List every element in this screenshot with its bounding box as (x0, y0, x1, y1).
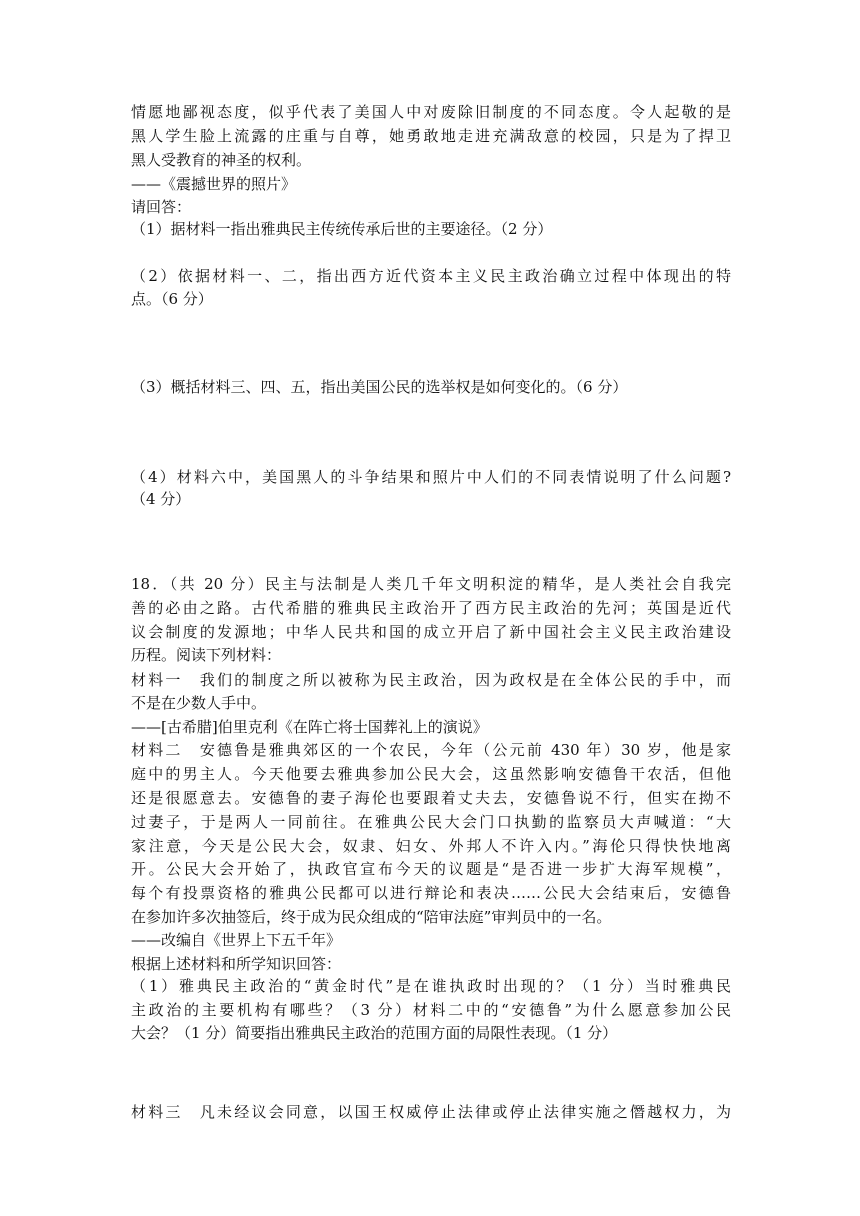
text-line: 请回答： (131, 198, 192, 216)
text-line: 不是在少数人手中。 (131, 694, 267, 712)
text-line: 家注意，今天是公民大会，奴隶、妇女、外邦人不许入内。”海伦只得快快地离 (131, 837, 731, 855)
text-line: ——改编自《世界上下五千年》 (131, 931, 342, 949)
text-line: （2）依据材料一、二，指出西方近代资本主义民主政治确立过程中体现出的特 (131, 267, 731, 285)
text-line: 善的必由之路。古代希腊的雅典民主政治开了西方民主政治的先河；英国是近代 (131, 599, 731, 617)
text-line: 18．（共 20 分）民主与法制是人类几千年文明积淀的精华，是人类社会自我完 (131, 575, 731, 593)
text-line: 点。（6 分） (131, 290, 213, 308)
text-line: 庭中的男主人。今天他要去雅典参加公民大会，这虽然影响安德鲁干农活，但他 (131, 765, 731, 783)
text-line: （4 分） (131, 490, 191, 508)
text-line: ——《震撼世界的照片》 (131, 175, 297, 193)
text-line: 黑人受教育的神圣的权利。 (131, 151, 312, 169)
text-line: 情愿地鄙视态度，似乎代表了美国人中对废除旧制度的不同态度。令人起敬的是 (131, 103, 731, 121)
text-line: （4）材料六中，美国黑人的斗争结果和照片中人们的不同表情说明了什么问题? (131, 468, 731, 486)
text-line: 议会制度的发源地；中华人民共和国的成立开启了新中国社会主义民主政治建设 (131, 623, 731, 641)
text-line: 每个有投票资格的雅典公民都可以进行辩论和表决……公民大会结束后，安德鲁 (131, 884, 731, 902)
text-line: 还是很愿意去。安德鲁的妻子海伦也要跟着丈夫去，安德鲁说不行，但实在拗不 (131, 789, 731, 807)
text-line: 历程。阅读下列材料： (131, 646, 282, 664)
text-line: 黑人学生脸上流露的庄重与自尊，她勇敢地走进充满敌意的校园，只是为了捍卫 (131, 127, 731, 145)
text-line: 材料三 凡未经议会同意，以国王权威停止法律或停止法律实施之僭越权力，为 (131, 1103, 731, 1121)
text-line: 主政治的主要机构有哪些？（3 分）材料二中的“安德鲁”为什么愿意参加公民 (131, 1001, 731, 1019)
text-line: 开。公民大会开始了，执政官宣布今天的议题是“是否进一步扩大海军规模”， (131, 860, 731, 878)
text-line: （1）雅典民主政治的“黄金时代”是在谁执政时出现的？（1 分）当时雅典民 (131, 977, 731, 995)
text-line: （1）据材料一指出雅典民主传统传承后世的主要途径。（2 分） (131, 220, 553, 238)
text-line: 大会？（1 分）简要指出雅典民主政治的范围方面的局限性表现。（1 分） (131, 1024, 618, 1042)
text-line: 材料二 安德鲁是雅典郊区的一个农民，今年（公元前 430 年）30 岁，他是家 (131, 741, 731, 759)
text-line: 在参加许多次抽签后，终于成为民众组成的“陪审法庭”审判员中的一名。 (131, 908, 612, 926)
text-line: ——[古希腊]伯里克利《在阵亡将士国葬礼上的演说》 (131, 718, 488, 736)
text-line: 过妻子，于是两人一同前往。在雅典公民大会门口执勤的监察员大声喊道：“大 (131, 813, 731, 831)
text-line: 根据上述材料和所学知识回答： (131, 955, 342, 973)
text-line: （3）概括材料三、四、五，指出美国公民的选举权是如何变化的。（6 分） (131, 378, 628, 396)
text-line: 材料一 我们的制度之所以被称为民主政治，因为政权是在全体公民的手中，而 (131, 671, 731, 689)
